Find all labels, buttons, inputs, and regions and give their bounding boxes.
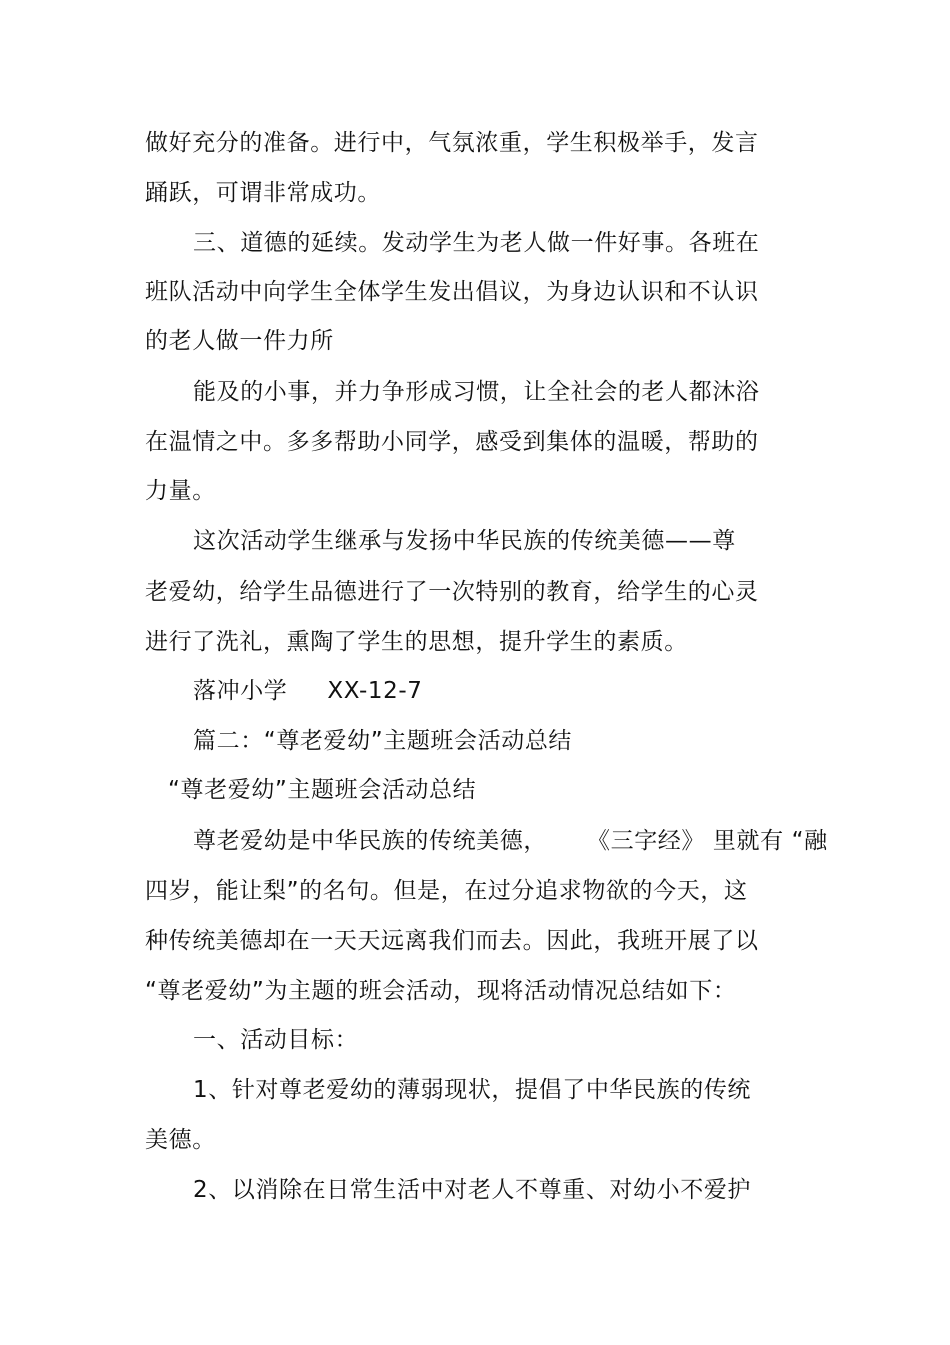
- paragraph-line: 做好充分的准备。进行中，气氛浓重，学生积极举手，发言: [145, 130, 759, 156]
- paragraph-line: 能及的小事，并力争形成习惯，让全社会的老人都沐浴: [193, 379, 760, 405]
- paragraph-line: 的老人做一件力所: [145, 328, 334, 354]
- paragraph-line: 踊跃，可谓非常成功。: [145, 180, 381, 206]
- paragraph-line: 三、道德的延续。发动学生为老人做一件好事。各班在: [193, 230, 760, 256]
- paragraph-line: 力量。: [145, 478, 216, 504]
- signature-school: 落冲小学: [193, 678, 288, 704]
- list-item-continuation: 美德。: [145, 1127, 216, 1153]
- paragraph-line: 老爱幼，给学生品德进行了一次特别的教育，给学生的心灵: [145, 579, 759, 605]
- paragraph-line: 进行了洗礼，熏陶了学生的思想，提升学生的素质。: [145, 629, 688, 655]
- paragraph-line: 在温情之中。多多帮助小同学，感受到集体的温暖，帮助的: [145, 429, 759, 455]
- signature-date: XX-12-7: [327, 678, 423, 704]
- paragraph-line: 这次活动学生继承与发扬中华民族的传统美德——尊: [193, 528, 736, 554]
- paragraph-line: “尊老爱幼”为主题的班会活动，现将活动情况总结如下：: [145, 978, 737, 1004]
- paragraph-line: 班队活动中向学生全体学生发出倡议，为身边认识和不认识: [145, 279, 759, 305]
- signature-line: [193, 676, 422, 706]
- paragraph-line: 四岁，能让梨”的名句。但是，在过分追求物欲的今天，这: [145, 878, 748, 904]
- intro-part-2: 《三字经》 里就有 “融: [587, 828, 828, 854]
- list-item: 2、以消除在日常生活中对老人不尊重、对幼小不爱护: [193, 1177, 752, 1203]
- paragraph-line: 种传统美德却在一天天远离我们而去。因此，我班开展了以: [145, 928, 759, 954]
- article-title: “尊老爱幼”主题班会活动总结: [168, 777, 477, 803]
- intro-line: [193, 826, 828, 856]
- section-heading: 篇二：“尊老爱幼”主题班会活动总结: [193, 728, 573, 754]
- list-heading: 一、活动目标：: [193, 1027, 359, 1053]
- list-item: 1、针对尊老爱幼的薄弱现状，提倡了中华民族的传统: [193, 1077, 752, 1103]
- intro-part-1: 尊老爱幼是中华民族的传统美德，: [193, 828, 547, 854]
